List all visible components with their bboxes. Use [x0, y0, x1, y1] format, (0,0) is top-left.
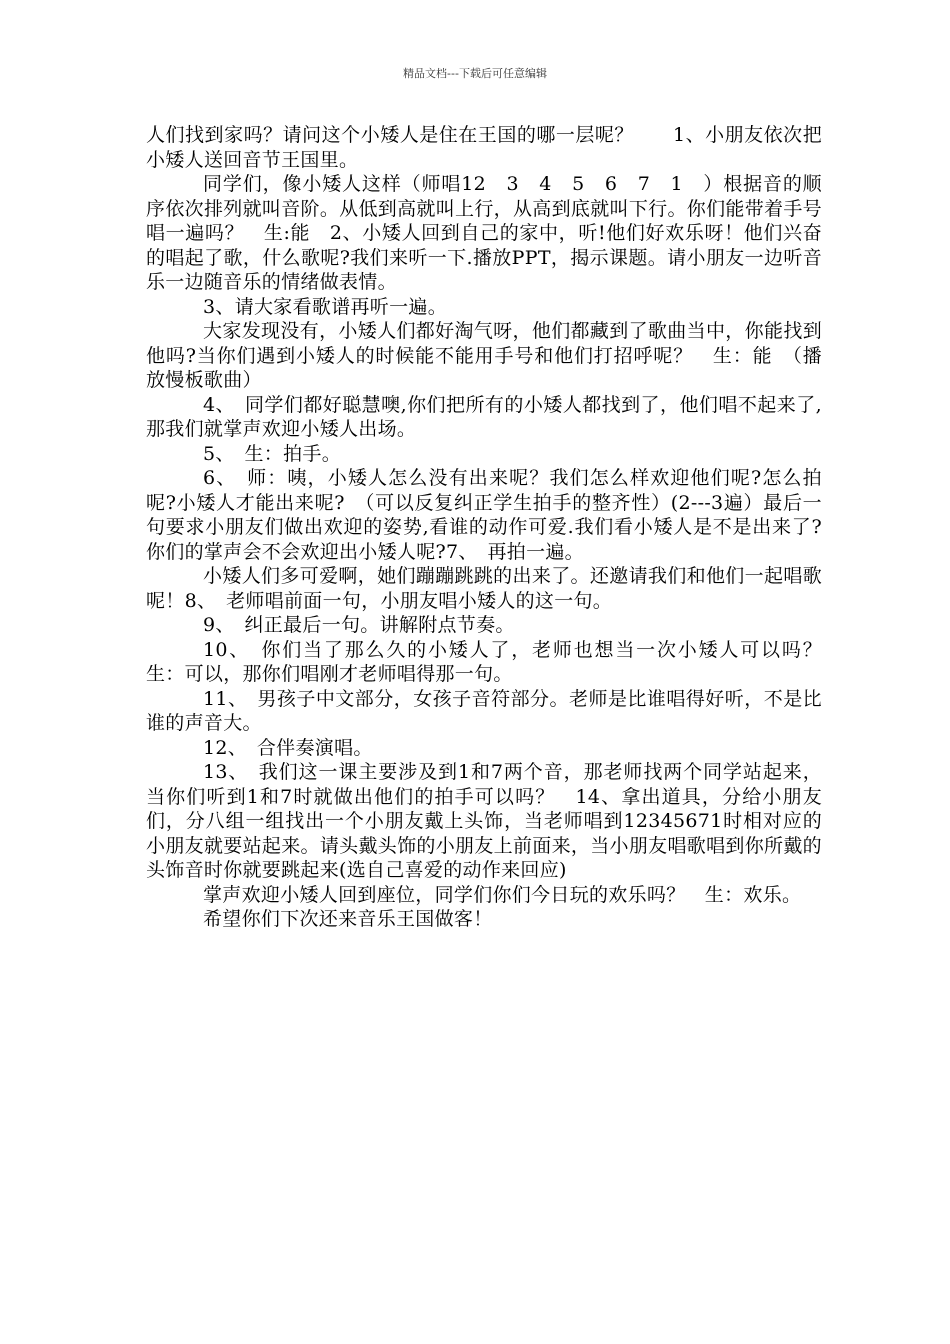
paragraph: 人们找到家吗？请问这个小矮人是住在王国的哪一层呢？ 1、小朋友依次把小矮人送回音节王国里。 — [146, 124, 822, 171]
page-header: 精品文档---下载后可任意编辑 — [403, 67, 547, 80]
paragraph: 4、 同学们都好聪慧噢,你们把所有的小矮人都找到了，他们唱不起来了,那我们就掌声欢迎小矮人出场。 — [146, 393, 822, 440]
paragraph: 3、请大家看歌谱再听一遍。 — [203, 295, 447, 318]
document-body — [146, 123, 861, 932]
paragraph: 小矮人们多可爱啊，她们蹦蹦跳跳的出来了。还邀请我们和他们一起唱歌呢！8、 老师唱前面一句，小朋友唱小矮人的这一句。 — [146, 565, 822, 612]
paragraph: 同学们，像小矮人这样（师唱12 3 4 5 6 7 1 ）根据音的顺序依次排列就叫音阶。从低到高就叫上行，从高到底就叫下行。你们能带着手号唱一遍吗？ 生:能 2、小矮人回到自己的家中，听!他们好欢乐呀！他们兴奋的唱起了歌，什么歌呢?我们来听一下.播放PPT，揭示课题。请小朋友一边听音乐一边随音乐的情绪做表情。 — [146, 173, 822, 293]
paragraph: 希望你们下次还来音乐王国做客！ — [203, 908, 493, 930]
paragraph: 11、 男孩子中文部分，女孩子音符部分。老师是比谁唱得好听，不是比谁的声音大。 — [146, 687, 822, 734]
paragraph: 掌声欢迎小矮人回到座位，同学们你们今日玩的欢乐吗？ 生：欢乐。 — [203, 883, 802, 906]
paragraph: 5、 生：拍手。 — [203, 442, 341, 465]
paragraph: 大家发现没有，小矮人们都好淘气呀，他们都藏到了歌曲当中，你能找到他吗?当你们遇到小矮人的时候能不能用手号和他们打招呼呢？ 生：能 （播放慢板歌曲） — [146, 320, 822, 391]
paragraph: 6、 师：咦，小矮人怎么没有出来呢？我们怎么样欢迎他们呢?怎么拍呢?小矮人才能出来呢? （可以反复纠正学生拍手的整齐性）(2---3遍）最后一句要求小朋友们做出欢迎的姿势,看谁的动作可爱.我们看小矮人是不是出来了?你们的掌声会不会欢迎出小矮人呢?7、 再拍一遍。 — [146, 467, 822, 563]
paragraph: 9、 纠正最后一句。讲解附点节奏。 — [203, 614, 515, 636]
paragraph: 10、 你们当了那么久的小矮人了，老师也想当一次小矮人可以吗？ 生：可以，那你们唱刚才老师唱得那一句。 — [146, 638, 861, 685]
paragraph: 13、 我们这一课主要涉及到1和7两个音，那老师找两个同学站起来，当你们听到1和7时就做出他们的拍手可以吗？ 14、拿出道具，分给小朋友们，分八组一组找出一个小朋友戴上头饰，当老师唱到12345671时相对应的小朋友就要站起来。请头戴头饰的小朋友上前面来，当小朋友唱歌唱到你所戴的头饰音时你就要跳起来(选自己喜爱的动作来回应) — [146, 761, 822, 881]
paragraph: 12、 合伴奏演唱。 — [203, 736, 373, 759]
